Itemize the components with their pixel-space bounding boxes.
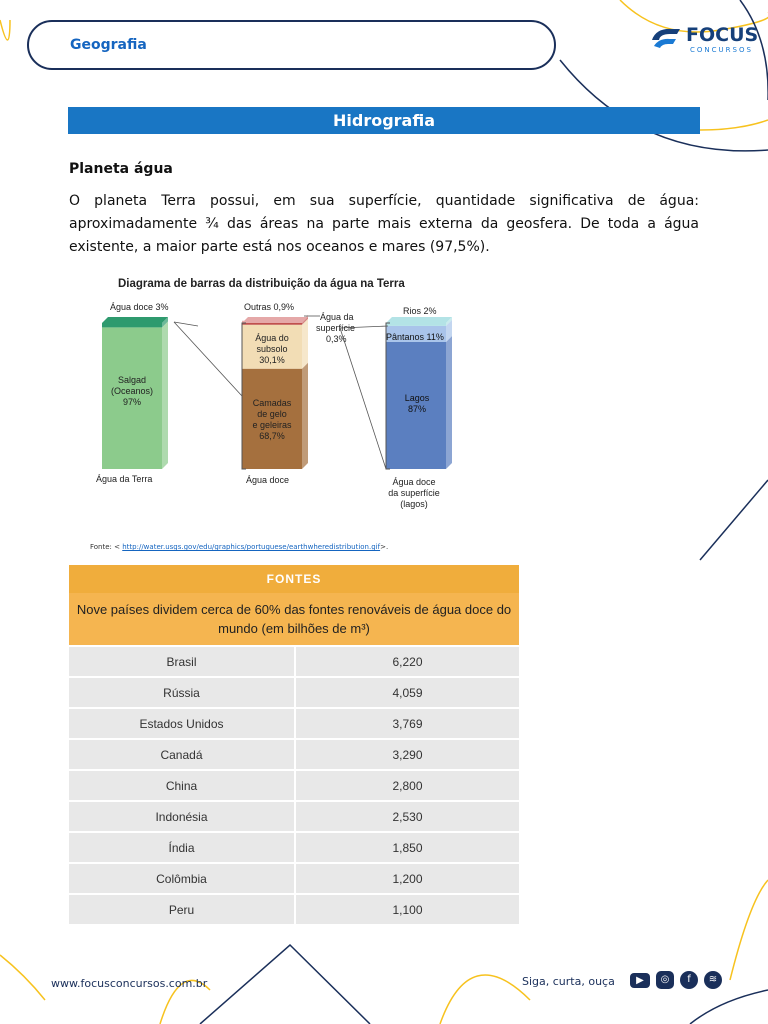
youtube-icon[interactable]: ▶	[630, 973, 650, 988]
label-lagos: Lagos	[404, 393, 430, 403]
bar-segment-side	[302, 319, 308, 369]
label-rios: Rios 2%	[403, 306, 437, 316]
value-cell: 1,100	[295, 894, 519, 924]
chart-source	[90, 543, 388, 551]
table-row	[69, 739, 519, 770]
value-cell: 2,800	[295, 770, 519, 801]
source-suffix: >.	[380, 543, 389, 551]
focus-logo	[650, 24, 759, 60]
label-agua-da-terra: Água da Terra	[96, 474, 153, 484]
table-row	[69, 646, 519, 677]
table-row	[69, 708, 519, 739]
chart-title: Diagrama de barras da distribuição da água na Terra	[118, 278, 405, 290]
value-cell: 3,769	[295, 708, 519, 739]
label-pantanos: Pântanos 11%	[386, 332, 444, 342]
value-cell: 2,530	[295, 801, 519, 832]
table-row	[69, 770, 519, 801]
label-97: 97%	[122, 397, 142, 407]
label-687: 68,7%	[259, 431, 285, 441]
label-camadas: Camadas	[252, 398, 292, 408]
subject-label: Geografia	[70, 37, 147, 53]
country-cell: Indonésia	[69, 801, 295, 832]
bar-segment	[386, 323, 446, 326]
bar-top-cap	[242, 317, 308, 323]
subsection-title: Planeta água	[69, 161, 173, 177]
bar-segment-side	[446, 336, 452, 469]
label-87: 87%	[407, 404, 427, 414]
label-agua-doce: Água doce	[246, 475, 290, 485]
label-de-gelo: de gelo	[257, 409, 287, 419]
table-subheader: Nove países dividem cerca de 60% das fontes renováveis de água doce do mundo (em bilhões de m³)	[69, 593, 519, 646]
country-cell: Peru	[69, 894, 295, 924]
country-cell: Canadá	[69, 739, 295, 770]
country-cell: China	[69, 770, 295, 801]
table-header: FONTES	[69, 565, 519, 593]
table-row	[69, 832, 519, 863]
value-cell: 1,850	[295, 832, 519, 863]
bar-segment-side	[162, 321, 168, 469]
table-row	[69, 801, 519, 832]
label-oceanos: (Oceanos)	[110, 386, 154, 396]
footer-website[interactable]: www.focusconcursos.com.br	[51, 977, 208, 990]
table-row	[69, 677, 519, 708]
label-superficie: superfície	[316, 323, 356, 333]
logo-word: FOCUS	[686, 24, 759, 46]
label-agua-doce-3: Água doce 3%	[110, 302, 169, 312]
label-subsolo: subsolo	[256, 344, 288, 354]
label-301: 30,1%	[259, 355, 285, 365]
label-salgad: Salgad	[117, 375, 147, 385]
section-title: Hidrografia	[68, 107, 700, 134]
bar-segment-side	[302, 363, 308, 469]
footer-follow-text: Siga, curta, ouça	[522, 975, 615, 988]
bar-segment	[242, 323, 302, 325]
instagram-icon[interactable]: ◎	[656, 971, 674, 989]
value-cell: 3,290	[295, 739, 519, 770]
value-cell: 6,220	[295, 646, 519, 677]
focus-logo-icon	[650, 26, 684, 54]
country-cell: Índia	[69, 832, 295, 863]
label-03: 0,3%	[326, 334, 347, 344]
water-distribution-chart	[68, 266, 518, 526]
label-agua-da: Água da	[320, 312, 354, 322]
facebook-icon[interactable]: f	[680, 971, 698, 989]
label-e-geleiras: e geleiras	[252, 420, 292, 430]
country-cell: Brasil	[69, 646, 295, 677]
spotify-icon[interactable]: ≋	[704, 971, 722, 989]
label-agua-doce-sup-2: da superfície	[388, 488, 440, 498]
value-cell: 1,200	[295, 863, 519, 894]
logo-subword: CONCURSOS	[690, 46, 753, 54]
country-cell: Estados Unidos	[69, 708, 295, 739]
country-cell: Rússia	[69, 677, 295, 708]
bar-segment	[102, 323, 162, 327]
source-prefix: Fonte: <	[90, 543, 120, 551]
source-link[interactable]: http://water.usgs.gov/edu/graphics/portuguese/earthwheredistribution.gif	[122, 543, 381, 551]
table-row	[69, 863, 519, 894]
label-agua-do: Água do	[255, 333, 289, 343]
water-sources-table	[69, 565, 519, 924]
country-cell: Colômbia	[69, 863, 295, 894]
bar-top-cap	[102, 317, 168, 323]
label-agua-doce-sup-1: Água doce	[392, 477, 436, 487]
value-cell: 4,059	[295, 677, 519, 708]
intro-paragraph: O planeta Terra possui, em sua superfície, quantidade significativa de água: aproximadamente ¾ das áreas na parte mais externa da geosfera. De toda a água existente, a maior parte está nos oceanos e mares (97,5%).	[69, 193, 699, 255]
bar-top-cap	[386, 317, 452, 323]
table-row	[69, 894, 519, 924]
subject-header	[27, 20, 556, 70]
label-outras: Outras 0,9%	[244, 302, 295, 312]
label-agua-doce-sup-3: (lagos)	[400, 499, 428, 509]
